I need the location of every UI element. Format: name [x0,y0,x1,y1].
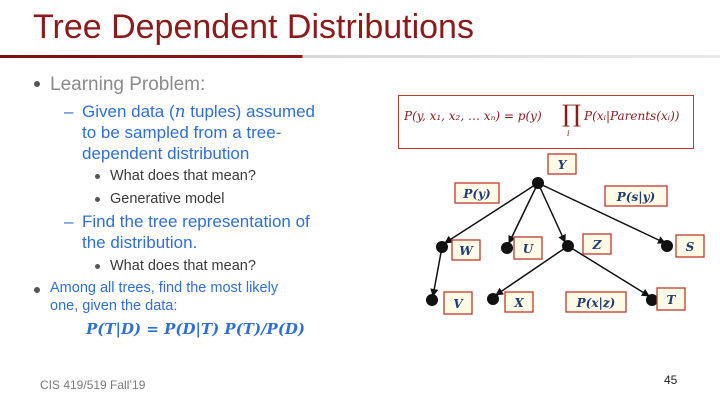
label-z [583,234,611,254]
formula-lhs: P(y, x₁, x₂, … xₙ) = p(y) [404,109,542,123]
bayes-equation: P(T|D) = P(D|T) P(T)/P(D) [86,320,306,338]
find-tree-line-1: Find the tree representation of [82,212,310,231]
label-x [505,292,533,312]
svg-text:W: W [459,244,473,258]
node-s [661,240,673,252]
node-t [646,294,658,306]
label-u [514,237,542,259]
among-trees-line-2: one, given the data: [50,298,178,314]
node-u [501,242,513,254]
svg-text:P(x|z): P(x|z) [576,296,616,310]
label-w [452,240,480,260]
page-number: 45 [664,373,678,387]
svg-text:V: V [453,297,463,311]
node-x [487,293,499,305]
formula-product: ∏ [562,100,582,128]
among-text-a: Among all trees, find the [50,280,211,296]
footer-course: CIS 419/519 Fall’19 [40,378,146,392]
node-w [436,241,448,253]
label-s [676,235,704,257]
edge-w-v [433,247,442,296]
given-data-line-3: dependent distribution [82,144,250,163]
given-data-line-2: to be sampled from a tree- [82,123,282,142]
what-mean-1-text: What does that mean? [110,168,256,184]
what-mean-2-text: What does that mean? [110,258,256,274]
label-p-y [455,183,499,203]
label-p-x-z [566,292,626,312]
label-v [444,292,472,314]
node-v [426,294,438,306]
formula-subscript: i [567,129,570,138]
svg-text:X: X [514,296,524,310]
formula-rhs: P(xᵢ|Parents(xᵢ)) [584,109,680,123]
dash-marker: – [64,212,74,231]
label-p-s-y [605,186,667,206]
svg-text:P(y): P(y) [463,187,491,201]
dash-marker: – [64,102,74,121]
generative-model-text: Generative model [110,191,225,207]
among-text-b: most likely [210,280,279,296]
label-t [657,288,685,310]
svg-text:Z: Z [592,238,602,252]
find-tree-line-2: the distribution. [82,233,198,252]
given-data-n: n [174,102,186,122]
bullet-learning-problem: Learning Problem: [50,74,206,95]
given-data-text-b: tuples) assumed [185,102,316,121]
svg-text:U: U [522,242,534,256]
svg-text:Y: Y [557,158,567,172]
svg-text:T: T [666,293,676,307]
slide-title: Tree Dependent Distributions [33,8,474,46]
given-data-text-a: Given data ( [82,102,175,121]
node-y [532,177,544,189]
edge-y-z [538,183,565,242]
svg-text:S: S [685,240,695,254]
svg-text:P(s|y): P(s|y) [616,190,656,204]
node-z [562,240,574,252]
label-y [548,154,576,174]
